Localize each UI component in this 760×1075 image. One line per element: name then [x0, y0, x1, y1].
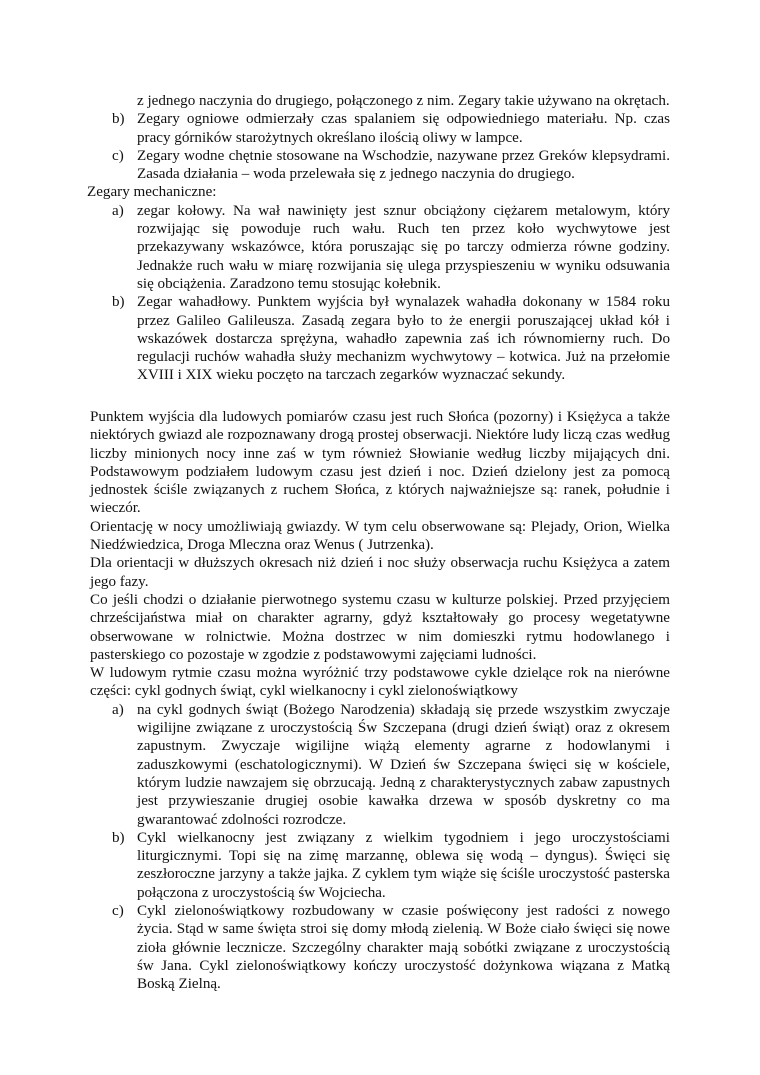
- list-item-text: Cykl zielonoświątkowy rozbudowany w czasie poświęcony jest radości z nowego życia. Stąd w same święta stroi się domy młodą zielenią. W Boże ciało święci się nowe zioła głównie lecznicze. Szczególny charakter mają sobótki związane z uroczystością św Jana. Cykl zielonoświątkowy kończy uroczystość dożynkowa wiązana z Matką Boską Zielną.: [137, 903, 670, 993]
- list-item-text: Cykl wielkanocny jest związany z wielkim tygodniem i jego uroczystościami liturgicznymi. Topi się na zimę marzannę, oblewa się wodą – dyngus). Święci się zeszłoroczne jarzyny a także jajka. Z cyklem tym wiąże się ściśle uroczystość pasterska połączona z uroczystością św Wojciecha.: [137, 829, 670, 901]
- mechanical-clocks-list: [90, 202, 670, 385]
- list-marker: b): [112, 829, 125, 846]
- clock-types-section: [87, 92, 670, 385]
- list-marker: b): [112, 111, 125, 128]
- list-item: [90, 293, 670, 384]
- paragraph: Co jeśli chodzi o działanie pierwotnego systemu czasu w kulturze polskiej. Przed przyjęciem chrześcijaństwa miał on charakter agrarny, gdyż kształtowały go procesy wegetatywne obserwowane w rolnictwie. Można dostrzec w nim domieszki rytmu hodowlanego i pasterskiego co pozostaje w zgodzie z podstawowymi zajęciami ludności.: [90, 591, 670, 663]
- list-item-text: Zegar wahadłowy. Punktem wyjścia był wynalazek wahadła dokonany w 1584 roku przez Galileo Galileusza. Zasadą zegara było to że energii poruszającej układ kół i wskazówek dostarcza sprężyna, wahadło zapewnia zaś ich równomierny ruch. Do regulacji ruchów wahadła służy mechanizm wychwytowy – kotwica. Już na przełomie XVIII i XIX wieku poczęto na tarczach zegarków wyznaczać sekundy.: [137, 294, 670, 384]
- list-item-text: Zegary wodne chętnie stosowane na Wschodzie, nazywane przez Greków klepsydrami. Zasada działania – woda przelewała się z jednego naczynia do drugiego.: [137, 147, 670, 183]
- list-item-text: na cykl godnych świąt (Bożego Narodzenia) składają się przede wszystkim zwyczaje wigilijne związane z uroczystością Św Szczepana (drugi dzień świąt) oraz z okresem zapustnym. Zwyczaje wigilijne wiążą elementy agrarne z hodowlanymi i zaduszkowymi (eschatologicznymi). W Dzień św Szczepana święci się w kościele, którym ludzie nawzajem się obrzucają. Jedną z charakterystycznych zabaw zapustnych jest przywieszanie drugiej osobie kawałka drzewa w sposób dyskretny co ma gwarantować zdolności rozrodcze.: [137, 701, 670, 828]
- section-heading: Zegary mechaniczne:: [87, 184, 217, 201]
- list-marker: c): [112, 147, 124, 164]
- list-item: [90, 701, 670, 829]
- folk-cycles-list: [90, 701, 670, 994]
- paragraph: Orientację w nocy umożliwiają gwiazdy. W tym celu obserwowane są: Plejady, Orion, Wielka Niedźwiedzica, Droga Mleczna oraz Wenus ( Jutrzenka).: [90, 518, 670, 554]
- list-marker: b): [112, 294, 125, 311]
- paragraph: Punktem wyjścia dla ludowych pomiarów czasu jest ruch Słońca (pozorny) i Księżyca a także niektórych gwiazd ale rozpoznawany drogą prostej obserwacji. Niektóre ludy liczą czas według liczby minionych nocy inne zaś w tym również Słowianie według liczby mijających dni. Podstawowym podziałem ludowym czasu jest dzień i noc. Dzień dzielony jest za pomocą jednostek ściśle związanych z ruchem Słońca, z których najważniejsze są: ranek, południe i wieczór.: [90, 409, 670, 517]
- list-item: [90, 829, 670, 902]
- clock-types-list: [90, 110, 670, 183]
- list-item-text: zegar kołowy. Na wał nawinięty jest sznur obciążony ciężarem metalowym, który rozwijając się powoduje ruch wału. Ruch ten przez koło wychwytowe jest przekazywany wskazówce, która poruszając się po tarczy odmierza równe godziny. Jednakże ruch wału w miarę rozwijania się ulega przyspieszeniu w wyniku odsuwania się obciążenia. Zaradzono temu stosując kołebnik.: [137, 202, 670, 292]
- list-item-text: Zegary ogniowe odmierzały czas spalaniem się odpowiedniego materiału. Np. czas pracy górników starożytnych określano ilością oliwy w lampce.: [137, 111, 670, 146]
- paragraph: W ludowym rytmie czasu można wyróżnić trzy podstawowe cykle dzielące rok na nierówne części: cykl godnych świąt, cykl wielkanocny i cykl zielonoświątkowy: [90, 665, 670, 700]
- list-marker: a): [112, 701, 124, 718]
- continuation-text: z jednego naczynia do drugiego, połączonego z nim. Zegary takie używano na okrętach.: [137, 93, 670, 109]
- list-item: [90, 110, 670, 147]
- paragraph: Dla orientacji w dłuższych okresach niż dzień i noc służy obserwacja ruchu Księżyca a zatem jego fazy.: [90, 555, 670, 590]
- list-marker: a): [112, 202, 124, 219]
- list-item: [90, 202, 670, 293]
- folk-time-section: [90, 408, 670, 994]
- list-item: [90, 902, 670, 993]
- list-marker: c): [112, 903, 124, 920]
- list-item: [90, 147, 670, 184]
